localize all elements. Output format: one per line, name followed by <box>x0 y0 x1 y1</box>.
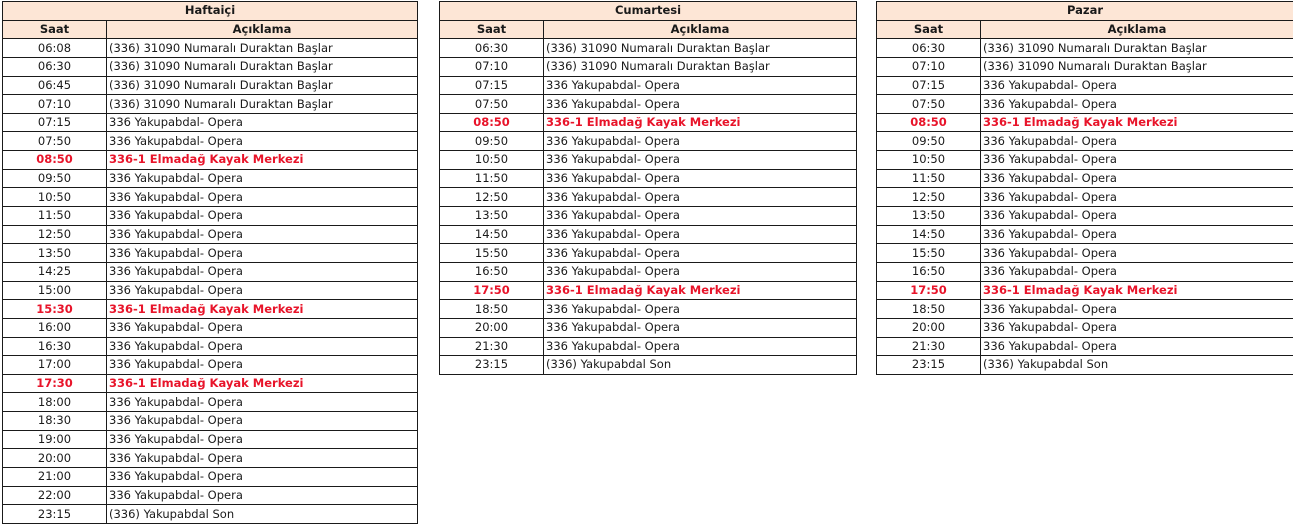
table-row <box>3 39 418 58</box>
departure-time: 09:50 <box>3 169 107 188</box>
table-row <box>877 113 1293 132</box>
route-description: 336 Yakupabdal- Opera <box>544 151 857 170</box>
route-description: 336 Yakupabdal- Opera <box>107 207 418 226</box>
sunday-schedule-table <box>876 1 1293 375</box>
departure-time: 18:00 <box>3 393 107 412</box>
table-row <box>3 486 418 505</box>
departure-time: 17:50 <box>877 281 981 300</box>
departure-time: 16:50 <box>877 262 981 281</box>
departure-time: 07:15 <box>877 76 981 95</box>
table-row <box>3 374 418 393</box>
table-row <box>440 151 857 170</box>
route-description: 336-1 Elmadağ Kayak Merkezi <box>981 281 1293 300</box>
table-row <box>3 169 418 188</box>
route-description: 336 Yakupabdal- Opera <box>107 468 418 487</box>
departure-time: 07:10 <box>440 57 544 76</box>
table-row <box>440 356 857 375</box>
table-row <box>440 244 857 263</box>
route-description: 336-1 Elmadağ Kayak Merkezi <box>107 151 418 170</box>
departure-time: 07:50 <box>3 132 107 151</box>
table-row <box>3 132 418 151</box>
departure-time: 12:50 <box>877 188 981 207</box>
table-row <box>877 225 1293 244</box>
departure-time: 14:25 <box>3 262 107 281</box>
table-row <box>877 337 1293 356</box>
departure-time: 11:50 <box>877 169 981 188</box>
departure-time: 16:00 <box>3 318 107 337</box>
route-description: 336 Yakupabdal- Opera <box>107 393 418 412</box>
table-row <box>440 95 857 114</box>
departure-time: 21:30 <box>440 337 544 356</box>
route-description: 336-1 Elmadağ Kayak Merkezi <box>544 113 857 132</box>
route-description: 336 Yakupabdal- Opera <box>107 281 418 300</box>
table-row <box>440 113 857 132</box>
time-column-header: Saat <box>3 20 107 39</box>
route-description: 336 Yakupabdal- Opera <box>981 169 1293 188</box>
departure-time: 15:00 <box>3 281 107 300</box>
departure-time: 17:50 <box>440 281 544 300</box>
departure-time: 11:50 <box>440 169 544 188</box>
departure-time: 14:50 <box>440 225 544 244</box>
table-row <box>3 505 418 524</box>
departure-time: 10:50 <box>877 151 981 170</box>
departure-time: 06:30 <box>877 39 981 58</box>
departure-time: 20:00 <box>877 318 981 337</box>
column-header-row <box>3 20 418 39</box>
route-description: 336 Yakupabdal- Opera <box>107 169 418 188</box>
route-description: 336 Yakupabdal- Opera <box>544 300 857 319</box>
table-row <box>3 95 418 114</box>
route-description: 336 Yakupabdal- Opera <box>981 207 1293 226</box>
table-row <box>3 188 418 207</box>
departure-time: 09:50 <box>440 132 544 151</box>
table-row <box>877 281 1293 300</box>
table-row <box>877 39 1293 58</box>
departure-time: 15:30 <box>3 300 107 319</box>
route-description: 336 Yakupabdal- Opera <box>544 244 857 263</box>
departure-time: 07:15 <box>440 76 544 95</box>
table-row <box>877 262 1293 281</box>
route-description: 336 Yakupabdal- Opera <box>107 262 418 281</box>
table-row <box>3 468 418 487</box>
route-description: (336) 31090 Numaralı Duraktan Başlar <box>981 57 1293 76</box>
route-description: 336 Yakupabdal- Opera <box>107 318 418 337</box>
table-row <box>877 169 1293 188</box>
route-description: 336 Yakupabdal- Opera <box>544 169 857 188</box>
table-row <box>877 132 1293 151</box>
table-row <box>3 281 418 300</box>
departure-time: 12:50 <box>440 188 544 207</box>
table-row <box>440 57 857 76</box>
departure-time: 18:50 <box>877 300 981 319</box>
departure-time: 18:50 <box>440 300 544 319</box>
time-column-header: Saat <box>877 20 981 39</box>
description-column-header: Açıklama <box>981 20 1293 39</box>
route-description: 336 Yakupabdal- Opera <box>544 76 857 95</box>
column-header-row <box>877 20 1293 39</box>
route-description: 336 Yakupabdal- Opera <box>981 225 1293 244</box>
table-row <box>440 225 857 244</box>
route-description: 336 Yakupabdal- Opera <box>544 188 857 207</box>
table-row <box>440 300 857 319</box>
departure-time: 08:50 <box>440 113 544 132</box>
departure-time: 06:08 <box>3 39 107 58</box>
table-row <box>877 76 1293 95</box>
departure-time: 08:50 <box>3 151 107 170</box>
route-description: 336 Yakupabdal- Opera <box>107 225 418 244</box>
departure-time: 23:15 <box>877 356 981 375</box>
departure-time: 23:15 <box>3 505 107 524</box>
departure-time: 16:50 <box>440 262 544 281</box>
departure-time: 18:30 <box>3 412 107 431</box>
route-description: 336 Yakupabdal- Opera <box>107 412 418 431</box>
route-description: (336) Yakupabdal Son <box>107 505 418 524</box>
table-row <box>877 356 1293 375</box>
departure-time: 23:15 <box>440 356 544 375</box>
departure-time: 20:00 <box>440 318 544 337</box>
table-row <box>877 57 1293 76</box>
departure-time: 12:50 <box>3 225 107 244</box>
table-title-row <box>877 2 1293 21</box>
route-description: 336 Yakupabdal- Opera <box>107 486 418 505</box>
departure-time: 07:50 <box>877 95 981 114</box>
weekday-schedule-table <box>2 1 418 524</box>
route-description: 336 Yakupabdal- Opera <box>544 207 857 226</box>
departure-time: 08:50 <box>877 113 981 132</box>
departure-time: 07:15 <box>3 113 107 132</box>
departure-time: 21:30 <box>877 337 981 356</box>
departure-time: 06:30 <box>3 57 107 76</box>
table-row <box>440 281 857 300</box>
route-description: 336 Yakupabdal- Opera <box>981 318 1293 337</box>
table-row <box>3 207 418 226</box>
table-row <box>3 449 418 468</box>
departure-time: 07:50 <box>440 95 544 114</box>
departure-time: 06:45 <box>3 76 107 95</box>
table-title-row <box>440 2 857 21</box>
table-row <box>3 57 418 76</box>
route-description: 336 Yakupabdal- Opera <box>981 151 1293 170</box>
table-title: Pazar <box>877 2 1293 21</box>
departure-time: 13:50 <box>877 207 981 226</box>
route-description: 336 Yakupabdal- Opera <box>544 132 857 151</box>
table-row <box>877 207 1293 226</box>
table-row <box>877 300 1293 319</box>
route-description: (336) Yakupabdal Son <box>544 356 857 375</box>
schedule-rows <box>877 39 1293 375</box>
route-description: 336 Yakupabdal- Opera <box>544 337 857 356</box>
departure-time: 20:00 <box>3 449 107 468</box>
departure-time: 13:50 <box>3 244 107 263</box>
table-row <box>3 430 418 449</box>
description-column-header: Açıklama <box>107 20 418 39</box>
route-description: 336-1 Elmadağ Kayak Merkezi <box>544 281 857 300</box>
route-description: 336 Yakupabdal- Opera <box>107 244 418 263</box>
route-description: (336) 31090 Numaralı Duraktan Başlar <box>107 76 418 95</box>
route-description: 336 Yakupabdal- Opera <box>981 337 1293 356</box>
table-row <box>3 113 418 132</box>
departure-time: 15:50 <box>877 244 981 263</box>
route-description: 336 Yakupabdal- Opera <box>544 262 857 281</box>
route-description: 336 Yakupabdal- Opera <box>544 95 857 114</box>
column-header-row <box>440 20 857 39</box>
route-description: 336 Yakupabdal- Opera <box>107 430 418 449</box>
route-description: 336 Yakupabdal- Opera <box>981 76 1293 95</box>
route-description: 336 Yakupabdal- Opera <box>544 318 857 337</box>
table-row <box>440 76 857 95</box>
schedule-rows <box>440 39 857 375</box>
departure-time: 07:10 <box>877 57 981 76</box>
departure-time: 10:50 <box>440 151 544 170</box>
table-row <box>3 262 418 281</box>
route-description: 336 Yakupabdal- Opera <box>107 449 418 468</box>
departure-time: 15:50 <box>440 244 544 263</box>
route-description: 336 Yakupabdal- Opera <box>981 244 1293 263</box>
route-description: 336 Yakupabdal- Opera <box>981 262 1293 281</box>
table-row <box>877 244 1293 263</box>
table-row <box>440 39 857 58</box>
route-description: 336 Yakupabdal- Opera <box>107 356 418 375</box>
table-row <box>3 412 418 431</box>
route-description: 336 Yakupabdal- Opera <box>544 225 857 244</box>
departure-time: 09:50 <box>877 132 981 151</box>
departure-time: 21:00 <box>3 468 107 487</box>
route-description: 336 Yakupabdal- Opera <box>981 300 1293 319</box>
route-description: (336) Yakupabdal Son <box>981 356 1293 375</box>
route-description: (336) 31090 Numaralı Duraktan Başlar <box>107 95 418 114</box>
table-row <box>440 207 857 226</box>
departure-time: 06:30 <box>440 39 544 58</box>
table-row <box>877 318 1293 337</box>
departure-time: 17:00 <box>3 356 107 375</box>
departure-time: 16:30 <box>3 337 107 356</box>
departure-time: 11:50 <box>3 207 107 226</box>
route-description: 336-1 Elmadağ Kayak Merkezi <box>981 113 1293 132</box>
table-row <box>440 337 857 356</box>
route-description: (336) 31090 Numaralı Duraktan Başlar <box>107 39 418 58</box>
route-description: 336 Yakupabdal- Opera <box>107 113 418 132</box>
table-row <box>440 318 857 337</box>
saturday-schedule-table <box>439 1 857 375</box>
table-row <box>3 356 418 375</box>
table-row <box>3 300 418 319</box>
table-row <box>3 318 418 337</box>
table-row <box>440 188 857 207</box>
table-row <box>440 169 857 188</box>
table-row <box>3 393 418 412</box>
table-row <box>3 244 418 263</box>
route-description: 336 Yakupabdal- Opera <box>981 188 1293 207</box>
table-title: Haftaiçi <box>3 2 418 21</box>
departure-time: 17:30 <box>3 374 107 393</box>
table-title-row <box>3 2 418 21</box>
route-description: 336 Yakupabdal- Opera <box>107 132 418 151</box>
time-column-header: Saat <box>440 20 544 39</box>
schedule-rows <box>3 39 418 524</box>
route-description: (336) 31090 Numaralı Duraktan Başlar <box>107 57 418 76</box>
departure-time: 22:00 <box>3 486 107 505</box>
route-description: 336 Yakupabdal- Opera <box>981 95 1293 114</box>
departure-time: 19:00 <box>3 430 107 449</box>
route-description: 336 Yakupabdal- Opera <box>107 188 418 207</box>
table-title: Cumartesi <box>440 2 857 21</box>
route-description: (336) 31090 Numaralı Duraktan Başlar <box>981 39 1293 58</box>
table-row <box>440 262 857 281</box>
departure-time: 07:10 <box>3 95 107 114</box>
table-row <box>877 95 1293 114</box>
route-description: (336) 31090 Numaralı Duraktan Başlar <box>544 57 857 76</box>
table-row <box>3 225 418 244</box>
route-description: 336-1 Elmadağ Kayak Merkezi <box>107 300 418 319</box>
table-row <box>877 151 1293 170</box>
route-description: (336) 31090 Numaralı Duraktan Başlar <box>544 39 857 58</box>
departure-time: 14:50 <box>877 225 981 244</box>
table-row <box>440 132 857 151</box>
route-description: 336-1 Elmadağ Kayak Merkezi <box>107 374 418 393</box>
departure-time: 10:50 <box>3 188 107 207</box>
description-column-header: Açıklama <box>544 20 857 39</box>
route-description: 336 Yakupabdal- Opera <box>107 337 418 356</box>
table-row <box>3 337 418 356</box>
departure-time: 13:50 <box>440 207 544 226</box>
table-row <box>3 76 418 95</box>
table-row <box>877 188 1293 207</box>
table-row <box>3 151 418 170</box>
route-description: 336 Yakupabdal- Opera <box>981 132 1293 151</box>
